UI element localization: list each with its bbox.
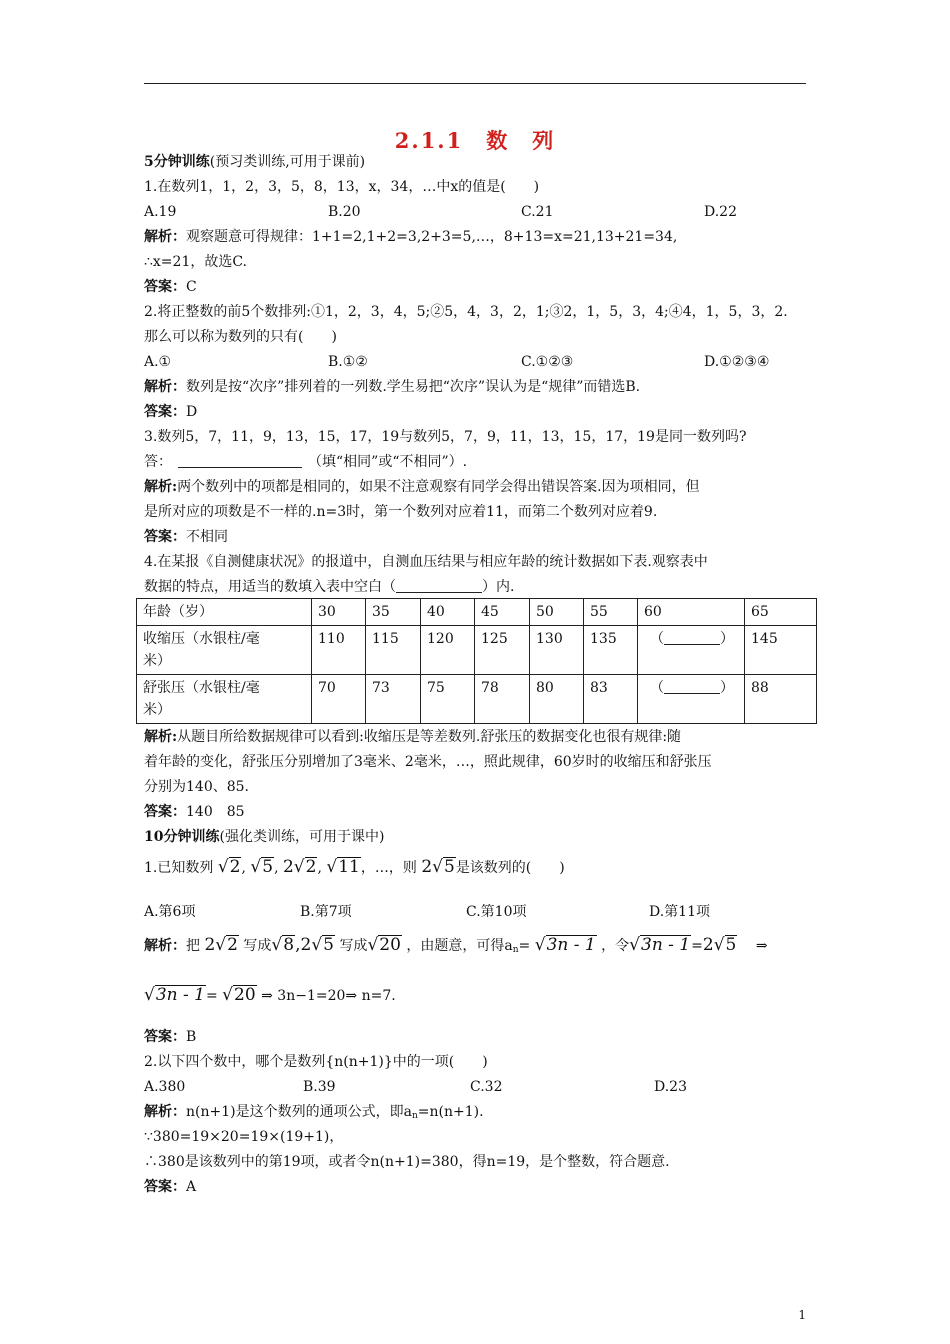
sqrt-expression: √2 — [217, 857, 241, 877]
problem-2-stem: 2.以下四个数中，哪个是数列{n(n+1)}中的一项( ) — [144, 1054, 488, 1070]
option: A.第6项 — [144, 904, 196, 920]
sqrt-expression: √5 — [250, 857, 274, 877]
table-cell: 70 — [312, 675, 366, 724]
page-title: 2.1.1 数 列 — [394, 128, 556, 153]
answer: 答案：D — [144, 404, 198, 420]
question-4-stem: 4.在某报《自测健康状况》的报道中，自测血压结果与相应年龄的统计数据如下表.观察表中 — [144, 554, 708, 570]
option: C.32 — [470, 1079, 503, 1095]
table-cell: 75 — [421, 675, 475, 724]
table-cell: 78 — [475, 675, 530, 724]
analysis-line: ∴380是该数列中的第19项，或者令n(n+1)=380，得n=19，是个整数，符合题意. — [144, 1154, 670, 1170]
answer: 答案：不相同 — [144, 529, 228, 545]
table-cell: 120 — [421, 626, 475, 675]
analysis-line: ∴x=21，故选C. — [144, 254, 248, 270]
table-cell: 73 — [366, 675, 421, 724]
option: D.22 — [704, 204, 737, 220]
table-cell: 88 — [745, 675, 817, 724]
analysis: 解析：n(n+1)是这个数列的通项公式，即$a_n=n(n+1)$. — [144, 1104, 484, 1121]
question-3-answer-blank: 答： （填“相同”或“不相同”）. — [144, 454, 468, 470]
table-cell: 83 — [584, 675, 638, 724]
sqrt-expression: √5 — [311, 935, 334, 955]
option: D.第11项 — [649, 904, 710, 920]
analysis: 解析:两个数列中的项都是相同的，如果不注意观察有同学会得出错误答案.因为项相同，但 — [144, 479, 700, 495]
table-cell-blank[interactable]: （ ） — [638, 675, 745, 724]
table-cell: 145 — [745, 626, 817, 675]
table-cell: 125 — [475, 626, 530, 675]
fill-blank[interactable] — [396, 578, 482, 593]
table-cell: 40 — [421, 599, 475, 626]
analysis: 解析：数列是按“次序”排列着的一列数.学生易把“次序”误认为是“规律”而错选B. — [144, 379, 641, 395]
answer: 答案：C — [144, 279, 197, 295]
blood-pressure-table — [136, 598, 817, 724]
analysis-line: 是所对应的项数是不一样的.n=3时，第一个数列对应着11，而第二个数列对应着9. — [144, 504, 658, 520]
analysis: 解析：把 2√2 写成√8,2√5 写成√20 ，由题意，可得$a_n= √3n - 1$ ，令√3n - 1=2√5 ⇒ — [144, 930, 768, 965]
option: B.第7项 — [300, 904, 352, 920]
option: B.20 — [328, 204, 361, 220]
analysis: 解析:从题目所给数据规律可以看到:收缩压是等差数列.舒张压的数据变化也很有规律:随 — [144, 729, 682, 745]
section-heading: 10分钟训练(强化类训练，可用于课中) — [144, 829, 385, 845]
problem-1-stem: 1.已知数列 √2, √5, 2√2, √11，…，则 2√5是该数列的( ) — [144, 852, 565, 883]
header-rule — [144, 83, 806, 84]
sqrt-expression: √11 — [326, 857, 360, 877]
question-4-stem-line: 数据的特点，用适当的数填入表中空白（ ）内. — [144, 579, 515, 595]
question-2-stem-line: 那么可以称为数列的只有( ) — [144, 329, 337, 345]
sqrt-expression: √3n - 1 — [144, 985, 205, 1005]
sqrt-expression: √2 — [215, 935, 238, 955]
fill-blank[interactable] — [664, 630, 720, 645]
table-cell: 115 — [366, 626, 421, 675]
page-number: 1 — [798, 1308, 806, 1322]
option: C.①②③ — [521, 354, 574, 370]
analysis-line: 着年龄的变化，舒张压分别增加了3毫米、2毫米，…，照此规律，60岁时的收缩压和舒张压 — [144, 754, 712, 770]
table-cell: 135 — [584, 626, 638, 675]
table-cell: 110 — [312, 626, 366, 675]
analysis-line: ∵380=19×20=19×(19+1)， — [144, 1129, 344, 1145]
table-cell-blank[interactable]: （ ） — [638, 626, 745, 675]
option: B.39 — [303, 1079, 336, 1095]
table-cell: 舒张压（水银柱/毫 米） — [137, 675, 312, 724]
option: B.①② — [328, 354, 368, 370]
question-3-stem: 3.数列5，7，11，9，13，15，17，19与数列5，7，9，11，13，15，17，19是同一数列吗? — [144, 429, 747, 445]
sqrt-expression: √3n - 1 — [534, 935, 596, 955]
table-cell: 35 — [366, 599, 421, 626]
answer: 答案：140 85 — [144, 804, 245, 820]
option: D.23 — [654, 1079, 687, 1095]
sqrt-expression: √20 — [222, 985, 256, 1005]
table-row — [137, 626, 817, 675]
option: C.21 — [521, 204, 554, 220]
table-cell: 130 — [530, 626, 584, 675]
table-cell: 55 — [584, 599, 638, 626]
fill-blank[interactable] — [178, 453, 302, 468]
question-1-stem: 1.在数列1，1，2，3，5，8，13，x，34，…中x的值是( ) — [144, 179, 540, 195]
sqrt-expression: √8 — [271, 935, 295, 955]
section-heading: 5分钟训练(预习类训练,可用于课前) — [144, 154, 366, 170]
sqrt-expression: √20 — [367, 935, 401, 955]
table-cell: 年龄（岁） — [137, 599, 312, 626]
option: A.① — [144, 354, 172, 370]
sqrt-expression: √3n - 1 — [629, 935, 691, 955]
sqrt-expression: √5 — [432, 857, 455, 877]
table-cell: 60 — [638, 599, 745, 626]
analysis-line: 分别为140、85. — [144, 779, 249, 795]
analysis: 解析：观察题意可得规律：1+1=2,1+2=3,2+3=5,…，8+13=x=21,13+21=34, — [144, 229, 678, 245]
table-cell: 50 — [530, 599, 584, 626]
sqrt-expression: √5 — [713, 935, 737, 955]
table-row — [137, 675, 817, 724]
table-row — [137, 599, 817, 626]
option: C.第10项 — [466, 904, 527, 920]
answer: 答案：B — [144, 1029, 197, 1045]
table-cell: 80 — [530, 675, 584, 724]
table-cell: 45 — [475, 599, 530, 626]
answer: 答案：A — [144, 1179, 197, 1195]
table-cell: 收缩压（水银柱/毫 米） — [137, 626, 312, 675]
option: D.①②③④ — [704, 354, 770, 370]
fill-blank[interactable] — [664, 679, 720, 694]
sqrt-expression: √2 — [293, 857, 317, 877]
option: A.380 — [144, 1079, 186, 1095]
option: A.19 — [144, 204, 177, 220]
question-2-stem: 2.将正整数的前5个数排列:①1，2，3，4，5;②5，4，3，2，1;③2，1，5，3，4;④4，1，5，3，2. — [144, 304, 788, 320]
table-cell: 30 — [312, 599, 366, 626]
analysis-line: √3n - 1= √20 ⇒ 3n−1=20⇒ n=7. — [144, 980, 396, 1011]
table-cell: 65 — [745, 599, 817, 626]
